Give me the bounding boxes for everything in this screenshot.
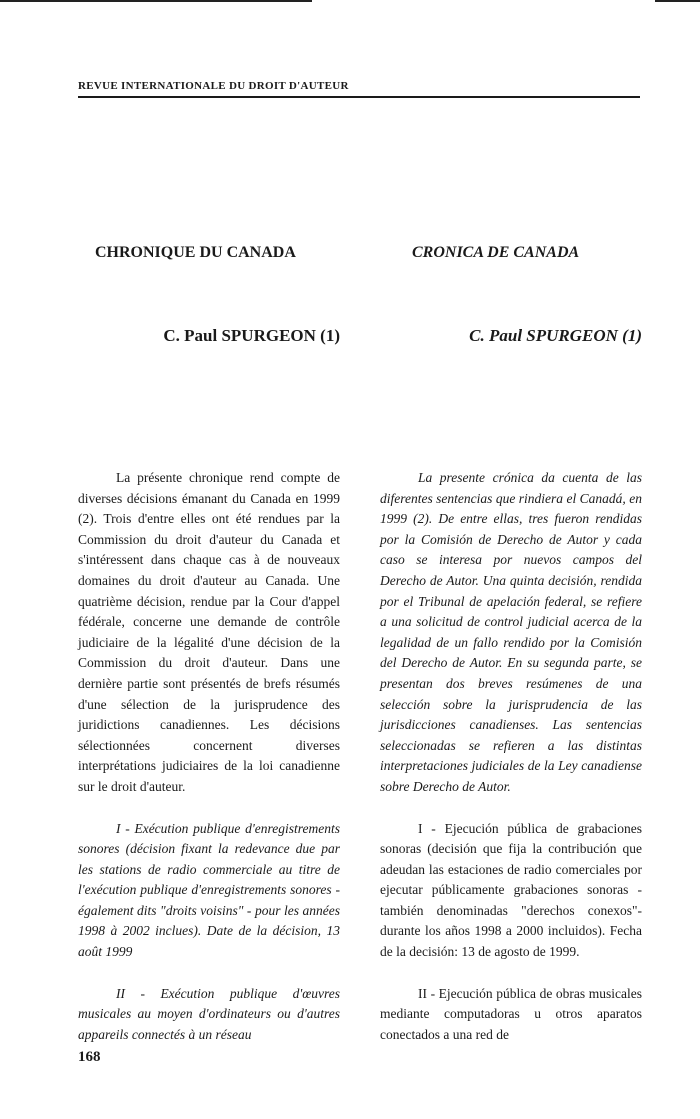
spanish-title: CRONICA DE CANADA (412, 243, 580, 261)
french-section-2: II - Exécution publique d'œuvres musicales au moyen d'ordinateurs ou d'autres appareils connectés à un réseau (78, 985, 340, 1042)
french-intro-paragraph: La présente chronique rend compte de diverses décisions émanant du Canada en 1999 (2). Trois d'entre elles ont été rendues par la Commission du droit d'auteur du Canada et s'intéressent dans chaque cas à de nouveaux domaines du droit d'auteur au Canada. Une quatrième décision, rendue par la Cour d'appel fédérale, concerne une demande de contrôle judiciaire de la légalité d'une décision de la Commission du droit d'auteur. Dans une dernière partie sont présentés de brefs résumés d'une sélection de la jurisprudence des juridictions canadiennes. Les décisions sélectionnées concernent diverses interprétations judiciaires de la loi canadienne sur le droit d'auteur. (78, 470, 340, 794)
scan-edge-line (0, 0, 312, 2)
scan-edge-line (655, 0, 700, 2)
header-rule (78, 96, 640, 98)
spanish-section-1: I - Ejecución pública de grabaciones sonoras (decisión que fija la contribución que adeudan las estaciones de radio comerciales por ejecutar públicamente grabaciones sonoras -también denominadas "derechos conexos"- durante los años 1998 a 2000 incluidos). Fecha de la decisión: 13 de agosto de 1999. (380, 820, 642, 960)
running-header: REVUE INTERNATIONALE DU DROIT D'AUTEUR (78, 80, 349, 92)
french-author: C. Paul SPURGEON (1) (163, 326, 340, 345)
french-title: CHRONIQUE DU CANADA (95, 243, 296, 261)
spanish-body (380, 468, 642, 1045)
french-section-1: I - Exécution publique d'enregistrements sonores (décision fixant la redevance due par les stations de radio commerciale au titre de l'exécution publique d'enregistrements sonores - également dits "droits voisins" - pour les années 1998 à 2002 inclues). Date de la décision, 13 août 1999 (78, 820, 340, 960)
spanish-intro-paragraph: La presente crónica da cuenta de las diferentes sentencias que rindiera el Canadá, en 1999 (2). De entre ellas, tres fueron rendidas por la Comisión de Derecho de Autor y cada caso se interesa por nuevos campos del Derecho de Autor. Una quinta decisión, rendida por el Tribunal de apelación federal, se refiere a una solicitud de control judicial acerca de la legalidad de un fallo rendido por la Comisión del Derecho de Autor. En su segunda parte, se presentan dos breves resúmenes de una selección sobre la jurisprudencia de las jurisdicciones canadienses. Las sentencias seleccionadas se refieren a las distintas interpretaciones judiciales de la Ley canadiense sobre Derecho de Autor. (380, 470, 642, 794)
spanish-author: C. Paul SPURGEON (1) (469, 326, 642, 345)
spanish-section-2: II - Ejecución pública de obras musicales mediante computadoras u otros aparatos conectados a una red de (380, 985, 642, 1042)
french-body (78, 468, 340, 1045)
page-number: 168 (78, 1049, 101, 1065)
